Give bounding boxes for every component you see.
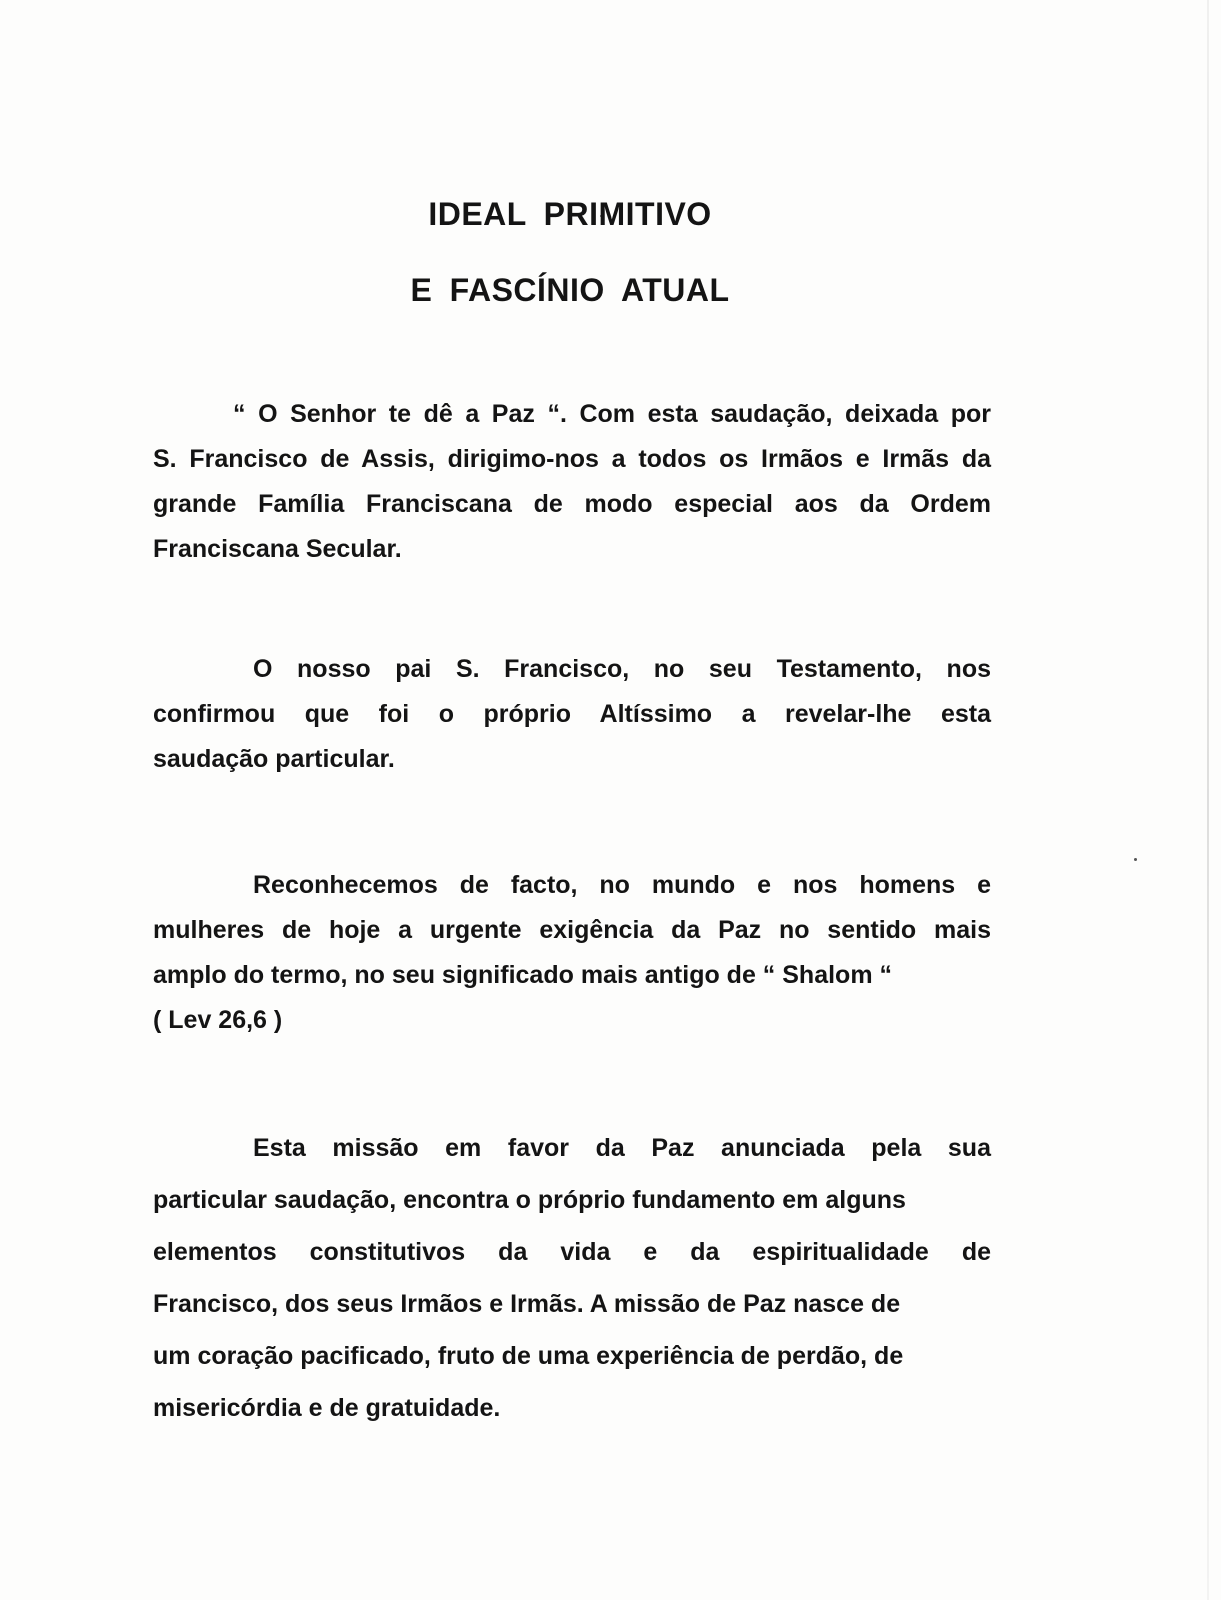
paragraph-line: “ O Senhor te dê a Paz “. Com esta saudação, deixada por: [233, 400, 991, 428]
paragraph-line: grande Família Franciscana de modo especial aos da Ordem: [153, 490, 991, 518]
paragraph-line: ( Lev 26,6 ): [153, 1006, 283, 1034]
paragraph-line: Francisco, dos seus Irmãos e Irmãs. A missão de Paz nasce de: [153, 1290, 901, 1318]
scan-speck: [1134, 858, 1137, 861]
paragraph-line: elementos constitutivos da vida e da espiritualidade de: [153, 1238, 991, 1266]
scan-edge-shadow: [1207, 0, 1209, 1600]
paragraph-line: confirmou que foi o próprio Altíssimo a revelar-lhe esta: [153, 700, 991, 728]
paragraph-line: O nosso pai S. Francisco, no seu Testamento, nos: [253, 655, 991, 683]
title-line-2: E FASCÍNIO ATUAL: [410, 272, 730, 308]
paragraph-line: amplo do termo, no seu significado mais antigo de “ Shalom “: [153, 961, 892, 989]
title-line-1: IDEAL PRIMITIVO: [428, 196, 712, 232]
paragraph-line: saudação particular.: [153, 745, 395, 773]
paragraph-3: [153, 863, 991, 1043]
paragraph-2: [153, 647, 991, 782]
paragraph-line: Franciscana Secular.: [153, 535, 402, 563]
paragraph-line: misericórdia e de gratuidade.: [153, 1394, 501, 1422]
paragraph-4: [153, 1122, 991, 1434]
paragraph-line: Reconhecemos de facto, no mundo e nos homens e: [253, 871, 991, 899]
paragraph-line: Esta missão em favor da Paz anunciada pela sua: [253, 1134, 991, 1162]
paragraph-line: um coração pacificado, fruto de uma experiência de perdão, de: [153, 1342, 904, 1370]
paragraph-1: [153, 392, 991, 572]
paragraph-line: S. Francisco de Assis, dirigimo-nos a todos os Irmãos e Irmãs da: [153, 445, 991, 473]
paragraph-line: particular saudação, encontra o próprio fundamento em alguns: [153, 1186, 906, 1214]
paragraph-line: mulheres de hoje a urgente exigência da Paz no sentido mais: [153, 916, 991, 944]
